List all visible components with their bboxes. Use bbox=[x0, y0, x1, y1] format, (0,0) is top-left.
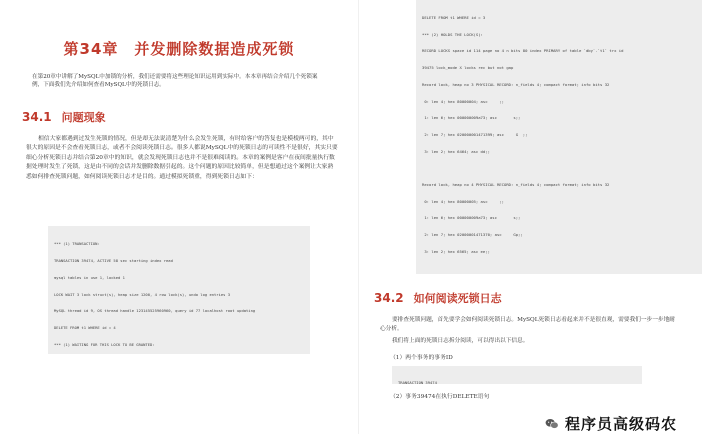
section-heading bbox=[22, 109, 338, 125]
code-line: 3: len 2; hex 6464; asc dd;; bbox=[422, 148, 490, 154]
wechat-icon bbox=[545, 418, 559, 430]
code-line: *** (1) WAITING FOR THIS LOCK TO BE GRANTED: bbox=[54, 341, 155, 347]
body-paragraph: 我们将上面的死锁日志拆分阅读，可以得出以下信息。 bbox=[392, 338, 529, 344]
code-line: 39475 lock_mode X locks rec but not gap bbox=[422, 65, 514, 71]
page-divider bbox=[358, 0, 359, 434]
code-line: MySQL thread id 9, OS thread handle 123145525960960, query id 77 localhost root updating bbox=[54, 308, 256, 314]
section-title: 如何阅读死锁日志 bbox=[413, 292, 502, 305]
chapter-intro: 在第20章中讲解了MySQL中加锁的分析，我们还需要将这些理论知识运用到实际中。本本章再结合介绍几个死锁案例，下面我们先介绍如何查看MySQL中的死锁日志。 bbox=[32, 74, 318, 88]
code-line: Record lock, heap no 4 PHYSICAL RECORD: n_fields 4; compact format; info bits 32 bbox=[422, 181, 610, 187]
chapter-title: 第34章 并发删除数据造成死锁 bbox=[63, 40, 295, 58]
section-heading bbox=[374, 290, 502, 306]
code-line: DELETE FROM t1 WHERE id = 3 bbox=[422, 15, 486, 21]
code-line: TRANSACTION 39474, ACTIVE 58 sec starting index read bbox=[54, 257, 173, 263]
code-line bbox=[422, 265, 696, 271]
code-block-left bbox=[48, 226, 310, 354]
code-line bbox=[422, 165, 696, 171]
code-line: 0: len 4; hex 80000004; asc ;; bbox=[422, 98, 504, 104]
code-line: LOCK WAIT 3 lock struct(s), heap size 1200, 4 row lock(s), undo log entries 3 bbox=[54, 291, 231, 297]
code-line: *** (1) TRANSACTION: bbox=[54, 241, 100, 247]
code-line: Record lock, heap no 3 PHYSICAL RECORD: n_fields 4; compact format; info bits 32 bbox=[422, 81, 610, 87]
code-line: 2: len 7; hex 02000001471370; asc Gp;; bbox=[422, 232, 523, 238]
code-line: mysql tables in use 1, locked 1 bbox=[54, 274, 125, 280]
list-item: （2）事务39474在执行DELETE语句 bbox=[390, 394, 490, 400]
code-block-right bbox=[416, 0, 702, 274]
watermark-text: 程序员高级码农 bbox=[565, 415, 678, 433]
code-line: TRANSACTION 39474 bbox=[398, 380, 437, 384]
list-item: （1）两个事务的事务ID bbox=[390, 355, 453, 361]
code-line: 0: len 4; hex 80000005; asc ;; bbox=[422, 198, 504, 204]
section-title: 问题现象 bbox=[61, 111, 106, 124]
code-line: *** (2) HOLDS THE LOCK(S): bbox=[422, 31, 483, 37]
body-paragraph: 要排查死锁问题，首先要学会如何阅读死锁日志。MySQL死锁日志看起来并不是很直观，需要我们一步一步地耐心分析。 bbox=[380, 317, 675, 332]
code-line: 1: len 6; hex 000000009a73; asc s;; bbox=[422, 115, 521, 121]
watermark bbox=[545, 413, 677, 434]
section-number: 34.1 bbox=[22, 110, 52, 124]
code-line: RECORD LOCKS space id 114 page no 4 n bits 80 index PRIMARY of table `dby`.`t1` trx id bbox=[422, 48, 624, 54]
section-number: 34.2 bbox=[374, 291, 404, 305]
code-line: 1: len 6; hex 000000009a73; asc s;; bbox=[422, 215, 521, 221]
code-line: 3: len 2; hex 6565; asc ee;; bbox=[422, 248, 490, 254]
body-paragraph: 相信大家都遇到过发生死锁的情况，但是却无法说清楚为什么会发生死锁，有时给客户的答复也是模棱两可的，其中很大的原因是不会查看死锁日志，或者不会阅读死锁日志。很多人都说MySQL中的死锁日志的可读性不是很好，其实只要细心分析死锁日志并结合第20章中的知识，就会发现死锁日志也并不是很难阅读的。本章的案例是客户在夜间批量执行数据处理时发生了死锁，这是由不同的会话并发删除数据引起的。这个问题的原因比较简单，但是想通过这个案例让大家熟悉如何排查死锁问题，如何阅读死锁日志才是目的。通过模拟死锁重，得到死锁日志如下： bbox=[26, 136, 338, 180]
code-block-small bbox=[392, 366, 642, 384]
code-line: 2: len 7; hex 020000001471399; asc G ;; bbox=[422, 131, 528, 137]
code-line: DELETE FROM t1 WHERE id = 4 bbox=[54, 325, 116, 331]
